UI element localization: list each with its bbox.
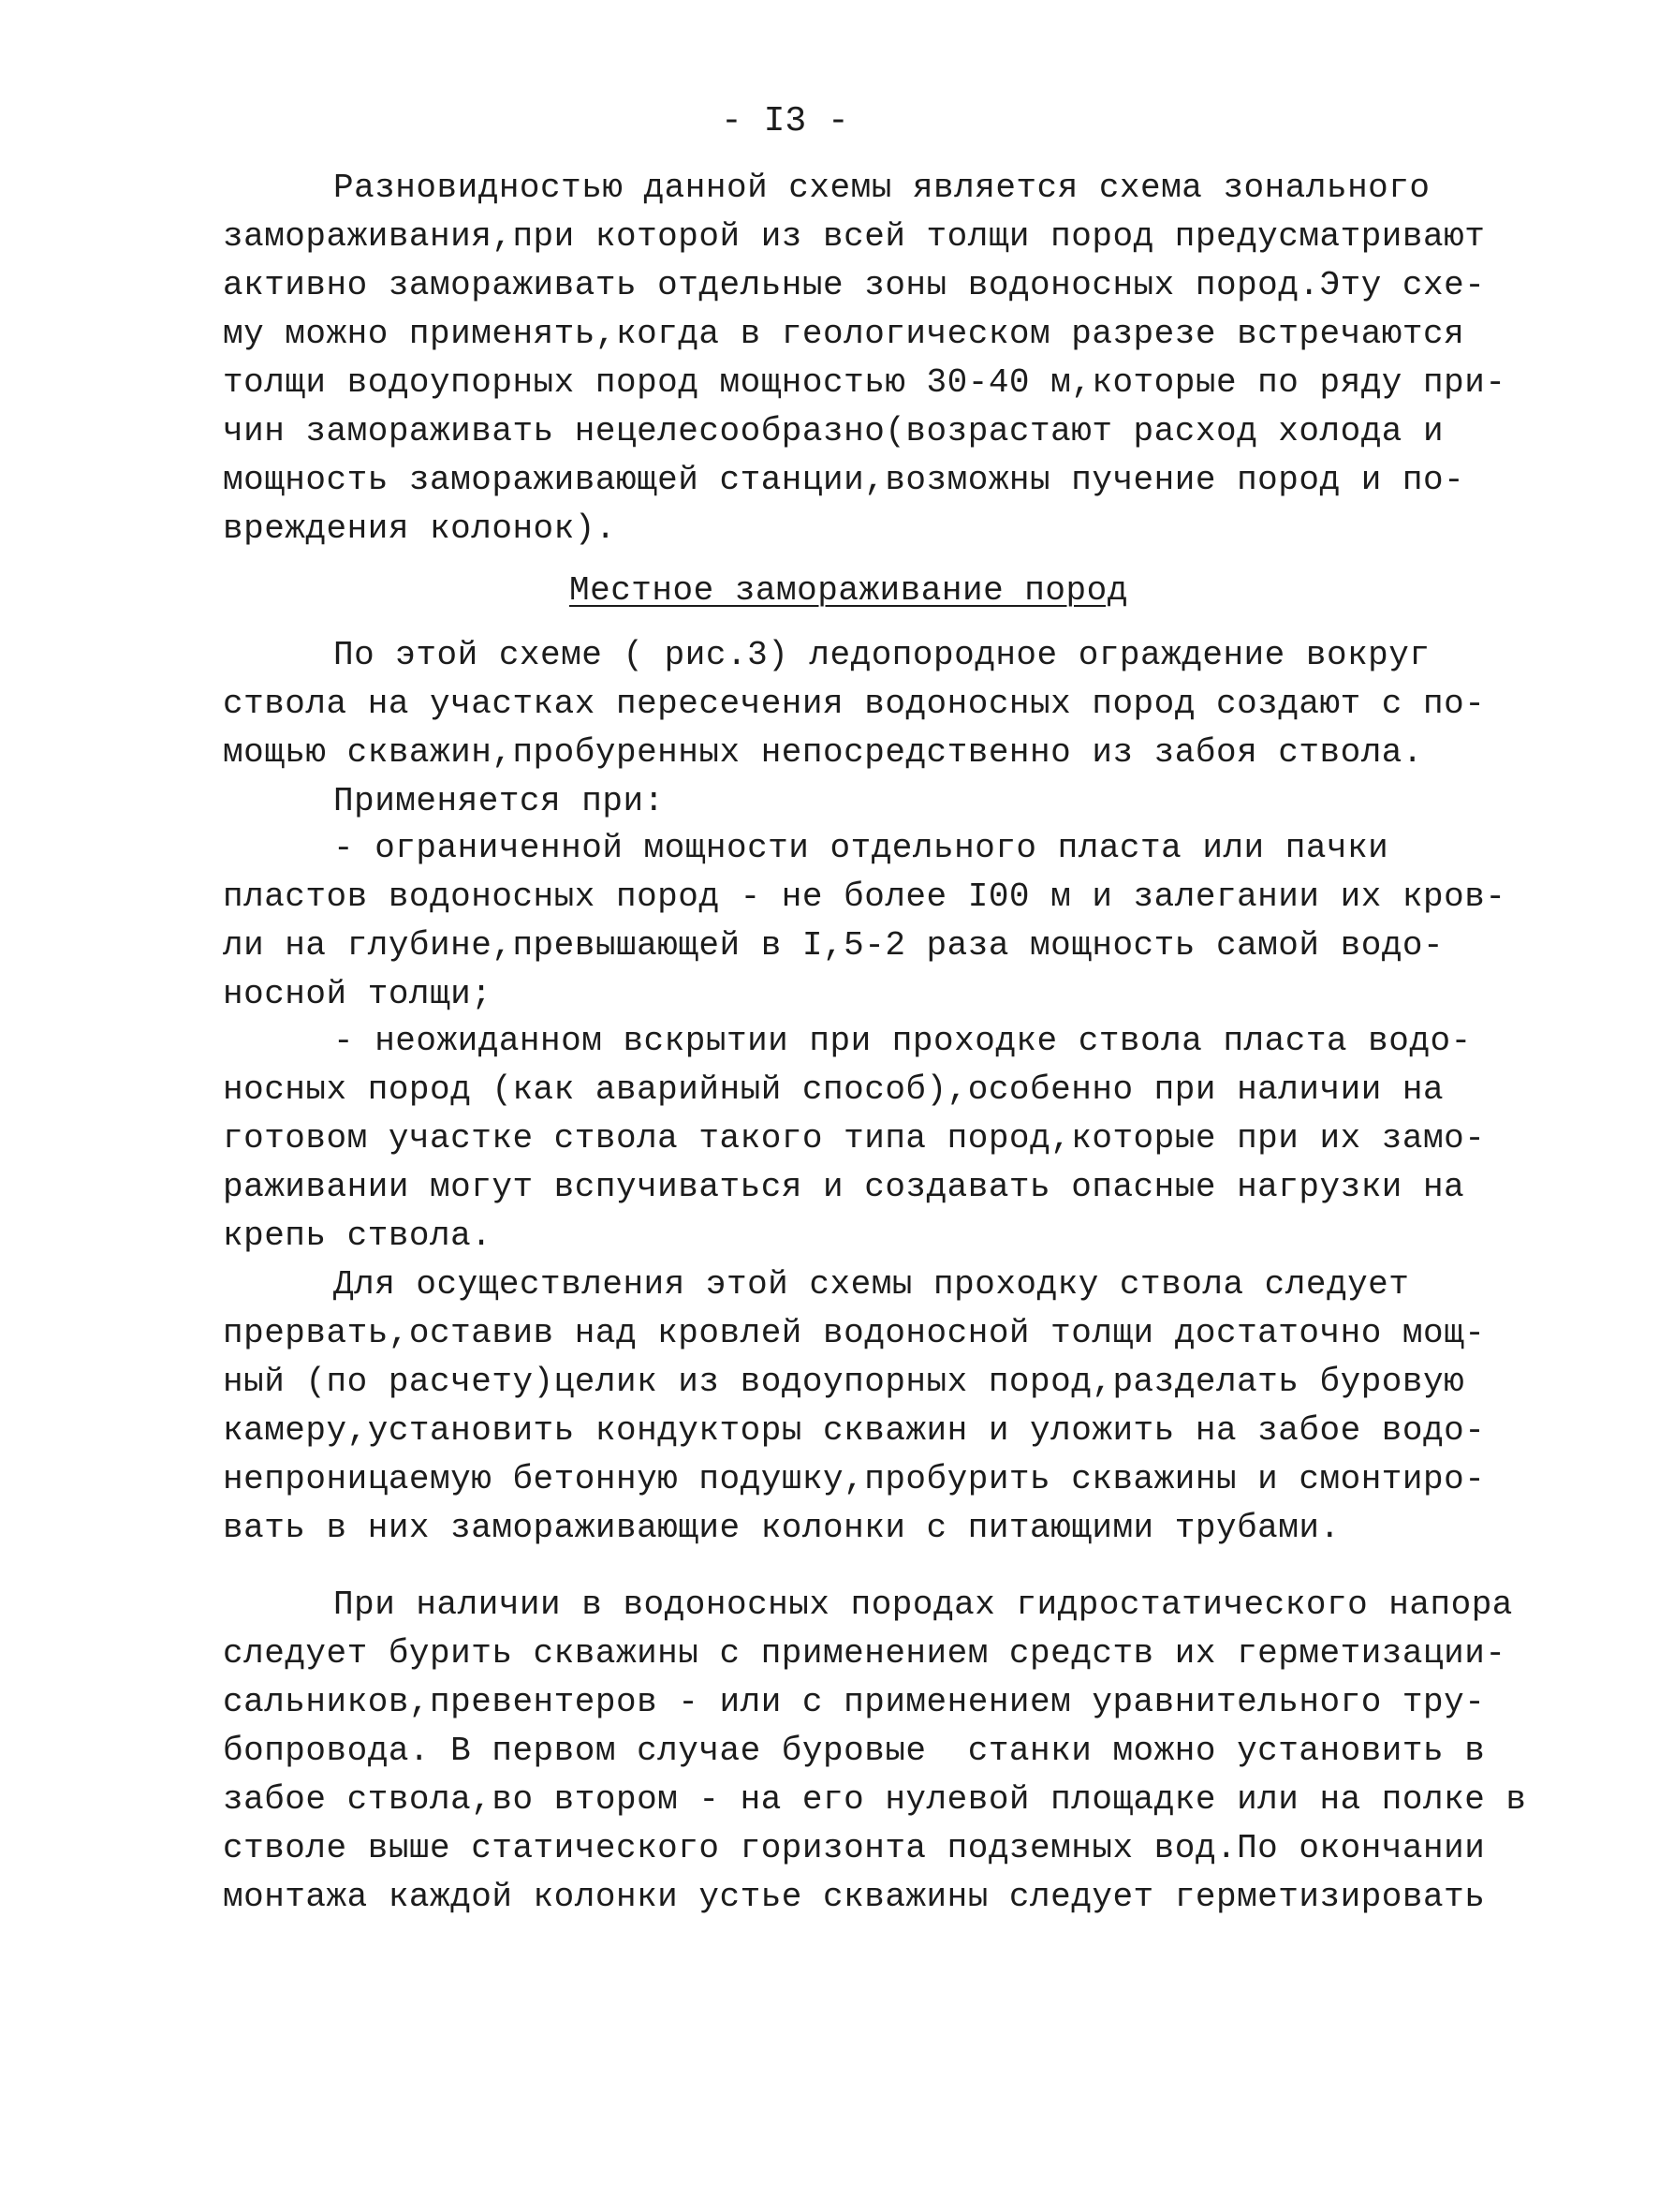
list-item-line: крепь ствола. (223, 1217, 492, 1255)
text-line: ствола на участках пересечения водоносных пород создают с по- (223, 685, 1486, 723)
text-line: чин замораживать нецелесообразно(возрастают расход холода и (223, 412, 1445, 450)
text-line: По этой схеме ( рис.3) ледопородное ограждение вокруг (333, 636, 1431, 674)
text-line: сальников,превентеров - или с применением уравнительного тру- (223, 1683, 1486, 1721)
text-line: непроницаемую бетонную подушку,пробурить скважины и смонтиро- (223, 1460, 1486, 1498)
list-item-line: носной толщи; (223, 975, 492, 1013)
text-line: бопровода. В первом случае буровые станки можно установить в (223, 1732, 1486, 1770)
list-item-line: - неожиданном вскрытии при проходке ствола пласта водо- (333, 1022, 1472, 1060)
text-line: следует бурить скважины с применением средств их герметизации- (223, 1634, 1506, 1673)
text-line: мощью скважин,пробуренных непосредственно из забоя ствола. (223, 733, 1424, 772)
text-line: Разновидностью данной схемы является схема зонального (333, 169, 1431, 207)
text-line: Для осуществления этой схемы проходку ствола следует (333, 1265, 1410, 1304)
text-line: камеру,установить кондукторы скважин и уложить на забое водо- (223, 1411, 1486, 1450)
text-line: вать в них замораживающие колонки с питающими трубами. (223, 1509, 1341, 1547)
text-line: ный (по расчету)целик из водоупорных пород,разделать буровую (223, 1363, 1465, 1401)
section-heading: Местное замораживание пород (569, 571, 1128, 610)
text-line: активно замораживать отдельные зоны водоносных пород.Эту схе- (223, 266, 1486, 304)
list-item-line: - ограниченной мощности отдельного пласта или пачки (333, 829, 1389, 867)
text-line: Применяется при: (333, 782, 665, 820)
text-line: вреждения колонок). (223, 509, 616, 548)
list-item-line: пластов водоносных пород - не более I00 м и залегании их кров- (223, 877, 1506, 916)
page-number: - I3 - (721, 101, 849, 141)
text-line: монтажа каждой колонки устье скважины следует герметизировать (223, 1878, 1486, 1916)
list-item-line: готовом участке ствола такого типа пород,которые при их замо- (223, 1119, 1486, 1158)
text-line: стволе выше статического горизонта подземных вод.По окончании (223, 1829, 1486, 1867)
text-line: забое ствола,во втором - на его нулевой площадке или на полке в (223, 1780, 1527, 1819)
list-item-line: носных пород (как аварийный способ),особенно при наличии на (223, 1070, 1445, 1109)
text-line: замораживания,при которой из всей толщи пород предусматривают (223, 217, 1486, 256)
text-line: толщи водоупорных пород мощностью 30-40 м,которые по ряду при- (223, 363, 1506, 402)
list-item-line: ли на глубине,превышающей в I,5-2 раза мощность самой водо- (223, 926, 1445, 965)
text-line: мощность замораживающей станции,возможны пучение пород и по- (223, 461, 1465, 499)
text-line: му можно применять,когда в геологическом разрезе встречаются (223, 315, 1465, 353)
text-line: прервать,оставив над кровлей водоносной толщи достаточно мощ- (223, 1314, 1486, 1352)
list-item-line: раживании могут вспучиваться и создавать опасные нагрузки на (223, 1168, 1465, 1206)
text-line: При наличии в водоносных породах гидростатического напора (333, 1585, 1513, 1624)
